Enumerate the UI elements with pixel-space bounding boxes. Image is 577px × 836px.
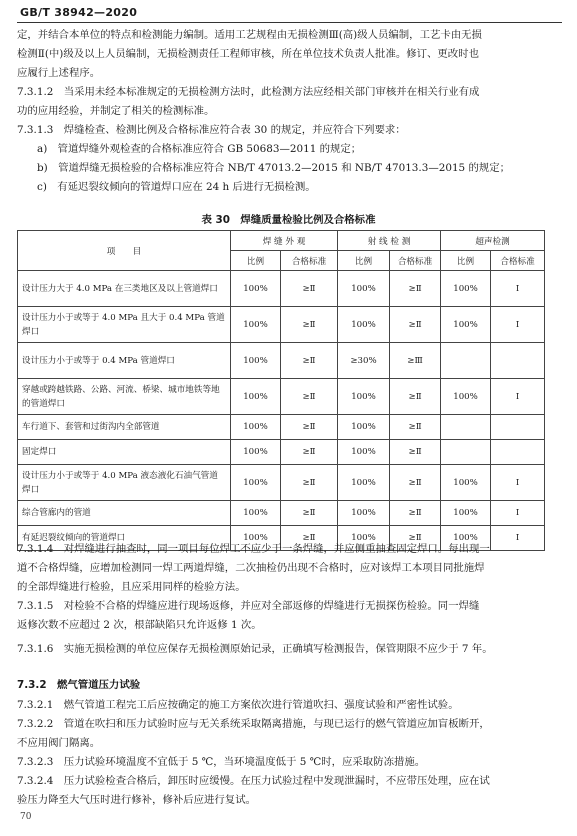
value-cell: Ⅰ: [491, 526, 545, 551]
value-cell: ≥30%: [338, 343, 390, 379]
text-line: 7.3.2.3 压力试验环境温度不宜低于 5 ℃，当环境温度低于 5 ℃时，应采取防冻措施。: [17, 756, 426, 768]
value-cell: 100%: [338, 379, 390, 415]
text-line: 返修次数不应超过 2 次，根部缺陷只允许返修 1 次。: [17, 619, 262, 631]
table-row: [18, 343, 545, 379]
sub-header: 合格标准: [390, 251, 441, 271]
value-cell: ≥Ⅱ: [390, 415, 441, 440]
text-line: 不应用阀门隔离。: [17, 737, 101, 749]
value-cell: 100%: [338, 465, 390, 501]
text-line: 的全部焊缝进行检验，且应采用同样的检验方法。: [17, 581, 246, 593]
value-cell: [441, 343, 491, 379]
text-line: 应履行上述程序。: [17, 67, 101, 79]
text-line: 7.3.1.2 当采用未经本标准规定的无损检测方法时，此检测方法应经相关部门审核并在相关行业有成: [17, 86, 480, 98]
value-cell: [491, 415, 545, 440]
inspection-table: [17, 230, 545, 551]
section-heading: 7.3.2 燃气管道压力试验: [17, 679, 141, 691]
sub-header: 合格标准: [281, 251, 338, 271]
text-line: 定，并结合本单位的特点和检测能力编制。适用工艺规程由无损检测Ⅲ(高)级人员编制，工艺卡由无损: [17, 29, 482, 41]
text-line: 7.3.1.5 对检验不合格的焊缝应进行现场返修，并应对全部返修的焊缝进行无损探伤检验。同一焊缝: [17, 600, 480, 612]
item-header: 项 目: [18, 231, 231, 271]
group-header-ultrasonic: 超声检测: [441, 231, 545, 251]
value-cell: Ⅰ: [491, 465, 545, 501]
value-cell: ≥Ⅱ: [281, 526, 338, 551]
value-cell: 100%: [338, 526, 390, 551]
row-item-cell: 穿越或跨越铁路、公路、河流、桥梁、城市地铁等地的管道焊口: [18, 379, 231, 415]
value-cell: Ⅰ: [491, 271, 545, 307]
text-line: 检测Ⅱ(中)级及以上人员编制，无损检测责任工程师审核，所在单位技术负责人批准。修订、更改时也: [17, 48, 479, 60]
sub-header: 合格标准: [491, 251, 545, 271]
value-cell: 100%: [231, 415, 281, 440]
value-cell: 100%: [441, 271, 491, 307]
value-cell: ≥Ⅱ: [281, 465, 338, 501]
value-cell: 100%: [441, 465, 491, 501]
row-item-cell: 设计压力小于或等于 4.0 MPa 液态液化石油气管道焊口: [18, 465, 231, 501]
table-row: [18, 271, 545, 307]
text-line: 7.3.1.4 对焊缝进行抽查时，同一项目每位焊工不应少于一条焊缝，并应侧重抽查固定焊口。每出现一: [17, 543, 490, 555]
value-cell: 100%: [338, 440, 390, 465]
value-cell: 100%: [231, 271, 281, 307]
row-item-cell: 设计压力大于 4.0 MPa 在三类地区及以上管道焊口: [18, 271, 231, 307]
value-cell: [491, 343, 545, 379]
text-line: 7.3.2.2 管道在吹扫和压力试验时应与无关系统采取隔离措施，与现已运行的燃气管道应加盲板断开，: [17, 718, 490, 730]
value-cell: 100%: [441, 379, 491, 415]
text-line: 7.3.1.3 焊缝检查、检测比例及合格标准应符合表 30 的规定，并应符合下列要求：: [17, 124, 406, 136]
value-cell: ≥Ⅱ: [281, 440, 338, 465]
text-line: 7.3.2.4 压力试验检查合格后，卸压时应缓慢。在压力试验过程中发现泄漏时，不应带压处理，应在试: [17, 775, 490, 787]
value-cell: 100%: [231, 440, 281, 465]
value-cell: 100%: [231, 501, 281, 526]
row-item-cell: 综合管廊内的管道: [18, 501, 231, 526]
value-cell: ≥Ⅱ: [281, 343, 338, 379]
value-cell: ≥Ⅲ: [390, 343, 441, 379]
value-cell: 100%: [231, 343, 281, 379]
value-cell: Ⅰ: [491, 379, 545, 415]
row-item-cell: 固定焊口: [18, 440, 231, 465]
group-header-radiographic: 射 线 检 测: [338, 231, 441, 251]
value-cell: 100%: [231, 379, 281, 415]
value-cell: ≥Ⅱ: [390, 271, 441, 307]
value-cell: ≥Ⅱ: [281, 307, 338, 343]
value-cell: 100%: [441, 501, 491, 526]
value-cell: ≥Ⅱ: [281, 501, 338, 526]
value-cell: ≥Ⅱ: [390, 379, 441, 415]
text-line: 道不合格焊缝，应增加检测同一焊工两道焊缝，二次抽检仍出现不合格时，应对该焊工本项目同批施焊: [17, 562, 485, 574]
value-cell: ≥Ⅱ: [390, 501, 441, 526]
value-cell: 100%: [441, 526, 491, 551]
value-cell: 100%: [338, 415, 390, 440]
value-cell: [441, 440, 491, 465]
value-cell: 100%: [231, 465, 281, 501]
value-cell: [441, 415, 491, 440]
row-item-cell: 设计压力小于或等于 4.0 MPa 且大于 0.4 MPa 管道焊口: [18, 307, 231, 343]
group-header-visual: 焊 缝 外 观: [231, 231, 338, 251]
sub-header: 比例: [338, 251, 390, 271]
row-item-cell: 车行道下、套管和过街沟内全部管道: [18, 415, 231, 440]
row-item-cell: 有延迟裂纹倾向的管道焊口: [18, 526, 231, 551]
standard-code-header: GB/T 38942—2020: [20, 6, 138, 19]
value-cell: ≥Ⅱ: [281, 271, 338, 307]
list-item-a: a) 管道焊缝外观检查的合格标准应符合 GB 50683—2011 的规定；: [37, 143, 362, 155]
value-cell: 100%: [338, 501, 390, 526]
value-cell: ≥Ⅱ: [390, 526, 441, 551]
value-cell: 100%: [231, 307, 281, 343]
value-cell: Ⅰ: [491, 307, 545, 343]
row-item-cell: 设计压力小于或等于 0.4 MPa 管道焊口: [18, 343, 231, 379]
sub-header: 比例: [441, 251, 491, 271]
table-row: [18, 379, 545, 415]
list-item-b: b) 管道焊缝无损检验的合格标准应符合 NB/T 47013.2—2015 和 NB/T 47013.3—2015 的规定；: [37, 162, 511, 174]
value-cell: 100%: [231, 526, 281, 551]
value-cell: ≥Ⅱ: [390, 440, 441, 465]
table-row: [18, 501, 545, 526]
list-item-c: c) 有延迟裂纹倾向的管道焊口应在 24 h 后进行无损检测。: [37, 181, 316, 193]
text-line: 7.3.2.1 燃气管道工程完工后应按确定的施工方案依次进行管道吹扫、强度试验和严密性试验。: [17, 699, 459, 711]
value-cell: ≥Ⅱ: [281, 415, 338, 440]
table-caption: 表 30 焊缝质量检验比例及合格标准: [201, 214, 376, 226]
text-line: 功的应用经验，并制定了相关的检测标准。: [17, 105, 215, 117]
value-cell: 100%: [338, 271, 390, 307]
text-line: 7.3.1.6 实施无损检测的单位应保存无损检测原始记录，正确填写检测报告，保管期限不应少于 7 年。: [17, 643, 493, 655]
page-number: 70: [20, 812, 32, 822]
value-cell: ≥Ⅱ: [390, 465, 441, 501]
value-cell: ≥Ⅱ: [281, 379, 338, 415]
table-row: [18, 415, 545, 440]
text-line: 验压力降至大气压时进行修补，修补后应进行复试。: [17, 794, 256, 806]
header-rule: [17, 22, 562, 23]
table-row: [18, 440, 545, 465]
value-cell: [491, 440, 545, 465]
sub-header: 比例: [231, 251, 281, 271]
value-cell: 100%: [338, 307, 390, 343]
table-row: [18, 465, 545, 501]
value-cell: 100%: [441, 307, 491, 343]
table-row: [18, 307, 545, 343]
value-cell: Ⅰ: [491, 501, 545, 526]
value-cell: ≥Ⅱ: [390, 307, 441, 343]
